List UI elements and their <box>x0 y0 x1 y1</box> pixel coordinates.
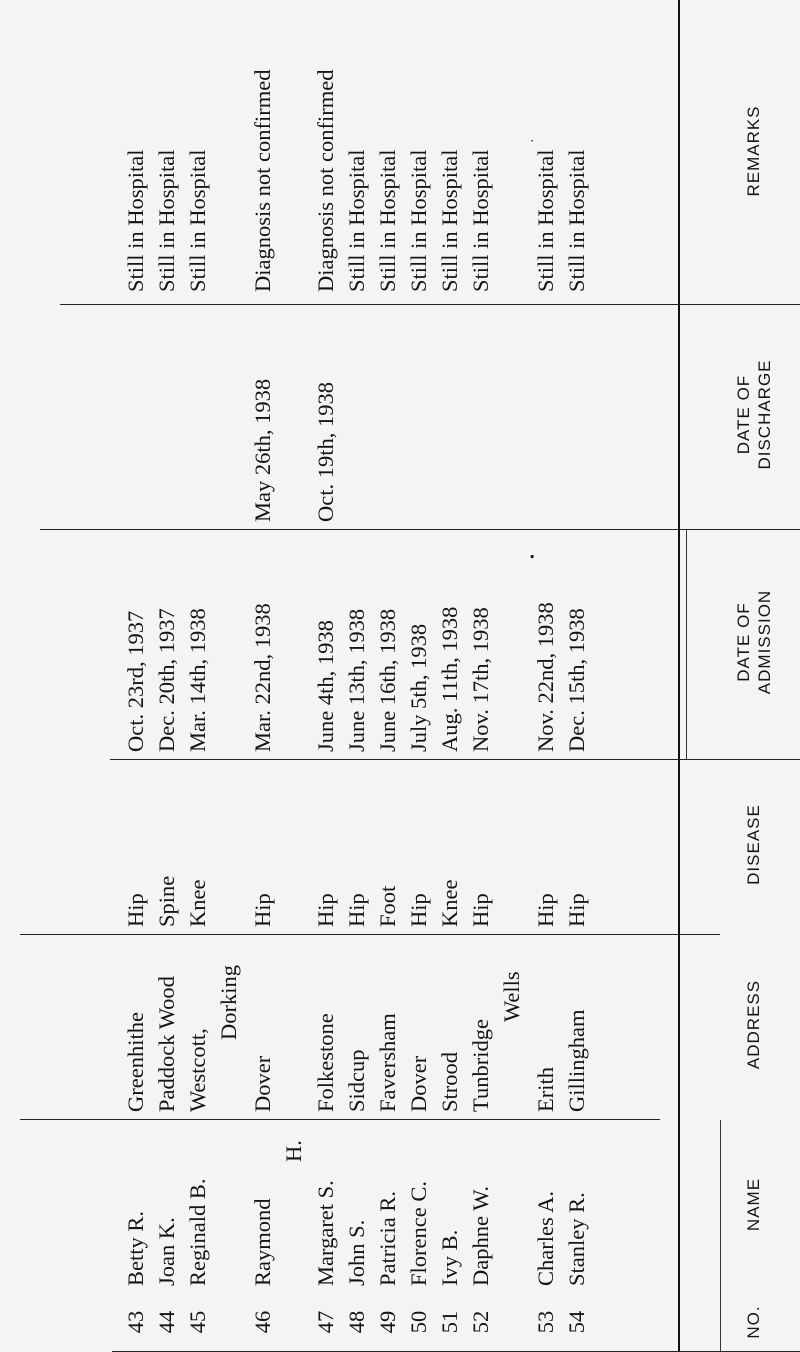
remarks: Still in Hospital <box>344 149 369 292</box>
header-rule <box>720 1120 721 1352</box>
patient-address-continued: Wells <box>499 971 524 1022</box>
header-no <box>743 1292 764 1352</box>
admission-date: Aug. 11th, 1938 <box>437 606 462 752</box>
patient-address: Gillingham <box>564 1009 589 1112</box>
patient-name: Patricia R. <box>375 1191 400 1286</box>
admission-date: June 4th, 1938 <box>313 620 338 752</box>
disease: Hip <box>406 893 431 927</box>
disease: Hip <box>313 893 338 927</box>
disease: Hip <box>123 893 148 927</box>
ink-speck: • <box>526 554 541 559</box>
table-row <box>561 0 593 1352</box>
header-discharge-line2: DISCHARGE <box>755 359 774 470</box>
patient-address: Folkestone <box>313 1013 338 1112</box>
header-remarks <box>743 0 764 302</box>
header-admission-line2: ADMISSION <box>755 589 774 695</box>
patient-name: Reginald B. <box>185 1178 210 1286</box>
disease: Hip <box>344 893 369 927</box>
remarks: Diagnosis not confirmed <box>313 69 338 292</box>
header-discharge-line1: DATE OF <box>734 374 753 455</box>
row-number: 53 <box>533 1310 558 1334</box>
admission-date: Mar. 22nd, 1938 <box>250 603 275 752</box>
remarks: Still in Hospital <box>437 149 462 292</box>
admission-date: Mar. 14th, 1938 <box>185 608 210 752</box>
patient-name-continued: H. <box>281 1140 306 1162</box>
disease: Knee <box>185 879 210 927</box>
patient-name: Charles A. <box>533 1191 558 1286</box>
admission-date: Nov. 17th, 1938 <box>468 607 493 752</box>
header-address-label: ADDRESS <box>744 979 763 1070</box>
discharge-date: Oct. 19th, 1938 <box>313 382 338 522</box>
table-row <box>341 0 373 1352</box>
disease: Hip <box>250 893 275 927</box>
row-number: 44 <box>154 1310 179 1334</box>
patient-address: Tunbridge <box>468 1019 493 1112</box>
remarks: Still in Hospital <box>468 149 493 292</box>
header-remarks-label: REMARKS <box>744 105 763 197</box>
header-admission-line1: DATE OF <box>734 602 753 682</box>
header-name-label: NAME <box>744 1177 763 1232</box>
header-discharge <box>733 302 775 527</box>
table-row <box>120 0 152 1352</box>
admission-date: June 16th, 1938 <box>375 608 400 752</box>
header-admission <box>733 527 775 757</box>
admission-date: Dec. 20th, 1937 <box>154 608 179 752</box>
admission-date: Dec. 15th, 1938 <box>564 608 589 752</box>
header-disease-label: DISEASE <box>744 804 763 885</box>
table-row <box>372 0 404 1352</box>
row-number: 43 <box>123 1310 148 1334</box>
row-number: 49 <box>375 1310 400 1334</box>
row-number: 51 <box>437 1310 462 1334</box>
patient-address: Strood <box>437 1051 462 1112</box>
patient-name: Raymond <box>250 1198 275 1286</box>
patient-address: Erith <box>533 1067 558 1112</box>
header-address <box>743 932 764 1117</box>
patient-name: Margaret S. <box>313 1180 338 1286</box>
remarks: Still in Hospital <box>406 149 431 292</box>
patient-name: Daphne W. <box>468 1186 493 1286</box>
row-number: 48 <box>344 1310 369 1334</box>
patient-address: Sidcup <box>344 1049 369 1112</box>
patient-address: Westcott, <box>185 1028 210 1112</box>
patient-name: Florence C. <box>406 1181 431 1286</box>
header-rule <box>686 530 687 760</box>
disease: Spine <box>154 875 179 927</box>
remarks: Still in Hospital <box>533 149 558 292</box>
remarks: Diagnosis not confirmed <box>250 69 275 292</box>
disease: Hip <box>533 893 558 927</box>
patient-address: Dover <box>406 1055 431 1112</box>
row-number: 47 <box>313 1310 338 1334</box>
admission-date: June 13th, 1938 <box>344 608 369 752</box>
header-no-label: NO. <box>744 1305 763 1339</box>
table-row <box>434 0 466 1352</box>
admission-date: Nov. 22nd, 1938 <box>533 602 558 752</box>
disease: Hip <box>564 893 589 927</box>
ink-speck: · <box>526 138 541 143</box>
disease: Foot <box>375 885 400 927</box>
header-disease <box>743 757 764 932</box>
row-number: 50 <box>406 1310 431 1334</box>
row-number: 45 <box>185 1310 210 1334</box>
patient-address: Faversham <box>375 1013 400 1112</box>
table-row <box>182 0 241 1352</box>
patient-address: Dover <box>250 1055 275 1112</box>
patient-name: Betty R. <box>123 1210 148 1286</box>
row-number: 46 <box>250 1310 275 1334</box>
patient-name: John S. <box>344 1219 369 1286</box>
admission-date: July 5th, 1938 <box>406 623 431 752</box>
table-row <box>403 0 435 1352</box>
patient-address: Greenhithe <box>123 1012 148 1112</box>
patient-name: Ivy B. <box>437 1229 462 1286</box>
row-number: 54 <box>564 1310 589 1334</box>
header-name <box>743 1117 764 1292</box>
table-row <box>151 0 183 1352</box>
table-row <box>530 0 562 1352</box>
table-row <box>310 0 342 1352</box>
row-number: 52 <box>468 1310 493 1334</box>
remarks: Still in Hospital <box>154 149 179 292</box>
table-row <box>465 0 524 1352</box>
patient-name: Joan K. <box>154 1217 179 1286</box>
table-row <box>247 0 306 1352</box>
patient-address-continued: Dorking <box>216 965 241 1040</box>
remarks: Still in Hospital <box>185 149 210 292</box>
discharge-date: May 26th, 1938 <box>250 378 275 522</box>
admission-date: Oct. 23rd, 1937 <box>123 610 148 752</box>
disease: Knee <box>437 879 462 927</box>
patient-name: Stanley R. <box>564 1192 589 1286</box>
page-edge-right <box>678 0 680 1352</box>
remarks: Still in Hospital <box>123 149 148 292</box>
disease: Hip <box>468 893 493 927</box>
remarks: Still in Hospital <box>564 149 589 292</box>
remarks: Still in Hospital <box>375 149 400 292</box>
patient-address: Paddock Wood <box>154 976 179 1112</box>
